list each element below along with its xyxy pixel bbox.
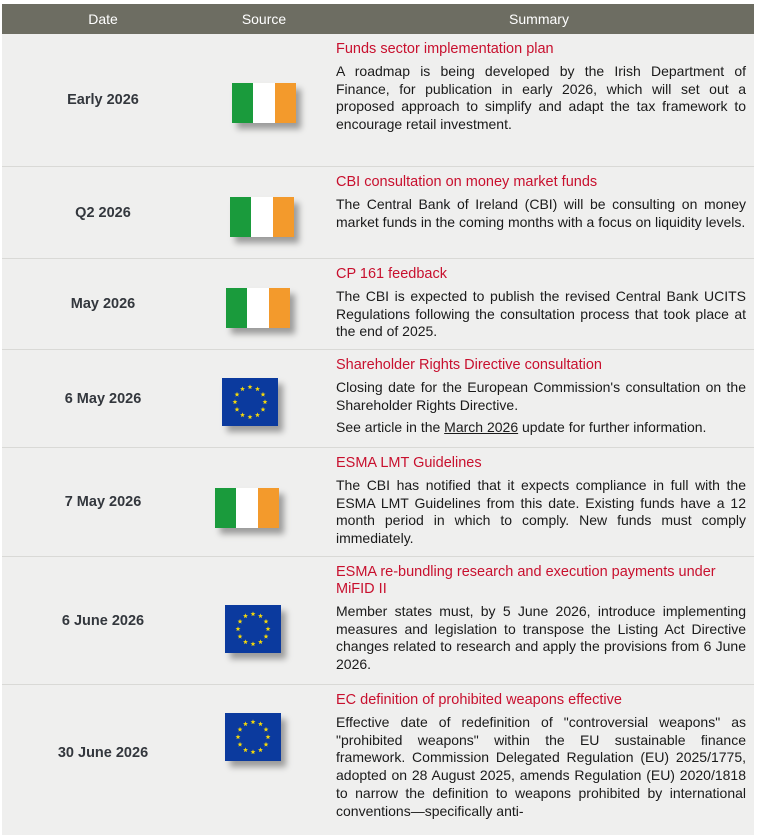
- row-body: The CBI is expected to publish the revised Central Bank UCITS Regulations following the consultation process that took place at the end of 2025.: [336, 288, 746, 340]
- eu-star: [258, 747, 263, 752]
- row-body: Member states must, by 5 June 2026, introduce implementing measures and legislation to transpose the Listing Act Directive changes related to research and apply the provisions from 6 June 2026.: [336, 603, 746, 673]
- eu-flag-icon: [222, 378, 278, 426]
- row-source: [204, 557, 328, 684]
- row-summary: [328, 259, 754, 349]
- eu-star: [258, 613, 263, 618]
- row-summary: [328, 350, 754, 447]
- table-header: [2, 4, 754, 34]
- eu-flag-icon: [225, 713, 281, 761]
- row-title: ESMA LMT Guidelines: [336, 455, 482, 471]
- row-summary: [328, 557, 754, 684]
- eu-star: [258, 639, 263, 644]
- row-source: [204, 259, 328, 349]
- row-summary: [328, 448, 754, 556]
- eu-star: [238, 634, 243, 639]
- row-title: CBI consultation on money market funds: [336, 174, 598, 190]
- ireland-flag-icon: [226, 288, 290, 328]
- note-prefix: See article in the: [336, 419, 445, 436]
- row-body: The CBI has notified that it expects compliance in full with the ESMA LMT Guidelines from this date. Existing funds have a 12 month period in which to comply. New funds must comply immediately.: [336, 477, 746, 547]
- row-summary: [328, 685, 754, 835]
- eu-star: [255, 412, 260, 417]
- header-source: Source: [241, 11, 287, 27]
- eu-star: [255, 386, 260, 391]
- eu-star: [240, 386, 245, 391]
- eu-star: [238, 619, 243, 624]
- row-body: Closing date for the European Commission's consultation on the Shareholder Rights Directive.: [336, 379, 746, 413]
- eu-star: [235, 407, 240, 412]
- header-summary: Summary: [509, 11, 569, 27]
- eu-star: [251, 641, 256, 646]
- march-2026-update-link[interactable]: March 2026: [444, 419, 519, 436]
- eu-star: [264, 619, 269, 624]
- row-body: A roadmap is being developed by the Irish Department of Finance, for publication in early 2026, which will set out a proposed approach to simplify and adapt the tax framework to encourage retail investment.: [336, 63, 746, 133]
- ireland-flag-icon: [232, 83, 296, 123]
- eu-star: [243, 613, 248, 618]
- eu-star: [258, 721, 263, 726]
- eu-star: [243, 639, 248, 644]
- row-summary: [328, 34, 754, 166]
- table-row: [2, 557, 754, 685]
- eu-star: [238, 742, 243, 747]
- row-source: [204, 34, 328, 166]
- table-row: [2, 34, 754, 167]
- table-row: [2, 167, 754, 259]
- row-summary: [328, 167, 754, 258]
- eu-star: [248, 414, 253, 419]
- row-source: [204, 685, 328, 835]
- row-note: [336, 419, 746, 437]
- eu-star: [264, 634, 269, 639]
- table-row: [2, 259, 754, 350]
- eu-star: [251, 611, 256, 616]
- eu-star: [238, 727, 243, 732]
- eu-star: [251, 719, 256, 724]
- ireland-flag-icon: [230, 197, 294, 237]
- ireland-flag-icon: [215, 488, 279, 528]
- eu-star: [240, 412, 245, 417]
- eu-star: [243, 721, 248, 726]
- eu-star: [264, 727, 269, 732]
- table-row: [2, 685, 754, 835]
- eu-star: [233, 399, 238, 404]
- row-date: 6 June 2026: [61, 612, 145, 629]
- table-row: [2, 448, 754, 557]
- row-title: EC definition of prohibited weapons effective: [336, 692, 622, 708]
- eu-star: [243, 747, 248, 752]
- row-date: Q2 2026: [75, 204, 131, 221]
- eu-star: [236, 734, 241, 739]
- row-title: Funds sector implementation plan: [336, 41, 554, 57]
- eu-star: [266, 626, 271, 631]
- table-row: [2, 350, 754, 448]
- row-title: ESMA re-bundling research and execution payments under MiFID II: [336, 564, 716, 597]
- header-date: Date: [88, 11, 118, 27]
- row-date: 7 May 2026: [64, 494, 142, 510]
- eu-star: [235, 392, 240, 397]
- eu-star: [248, 384, 253, 389]
- regulatory-calendar-table: [2, 4, 754, 835]
- note-suffix: update for further information.: [518, 419, 707, 436]
- row-title: Shareholder Rights Directive consultation: [336, 357, 602, 373]
- row-date: May 2026: [70, 296, 136, 312]
- eu-flag-icon: [225, 605, 281, 653]
- row-date: Early 2026: [67, 92, 139, 108]
- row-source: [204, 448, 328, 556]
- eu-star: [263, 399, 268, 404]
- eu-star: [251, 749, 256, 754]
- row-title: CP 161 feedback: [336, 266, 447, 282]
- row-source: [204, 167, 328, 258]
- row-body: Effective date of redefinition of "controversial weapons" as "prohibited weapons" within the EU sustainable finance framework. Commission Delegated Regulation (EU) 2025/1775, adopted on 28 August 2025, amends Regulation (EU) 2020/1818 to narrow the definition to weapons prohibited by international conventions—specifically anti-: [336, 714, 746, 819]
- row-source: [204, 350, 328, 447]
- row-body: The Central Bank of Ireland (CBI) will be consulting on money market funds in the coming months with a focus on liquidity levels.: [336, 196, 746, 230]
- eu-star: [266, 734, 271, 739]
- eu-star: [261, 407, 266, 412]
- eu-star: [264, 742, 269, 747]
- eu-star: [261, 392, 266, 397]
- row-date: 6 May 2026: [64, 390, 142, 407]
- row-date: 30 June 2026: [57, 745, 149, 761]
- eu-star: [236, 626, 241, 631]
